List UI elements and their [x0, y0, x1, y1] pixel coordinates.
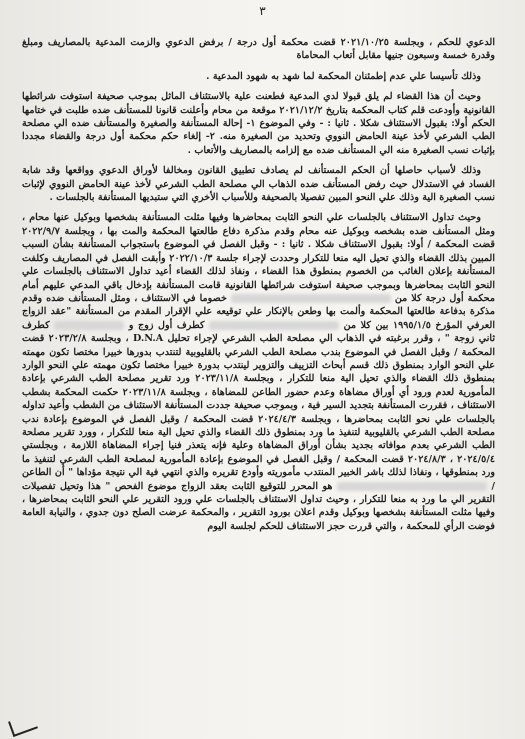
redacted-first-party: [209, 321, 339, 330]
signature-mark: [8, 713, 38, 737]
redacted-appellant: [337, 482, 487, 491]
document-body: [22, 36, 495, 540]
redacted-names: [231, 294, 391, 303]
redacted-second-party: [54, 321, 124, 330]
paragraph-5-text: وحيث تداول الاستئناف بالجلسات علي النحو الثابت بمحاضرها وفيها مثلت المستأنفة بشخصها وبوكيل عنها محام ، ومثل المستأنف ضده بشخصه وبوكيل عنه محام وقدم مذكرة دفاع طالعتها المحكمة والمت بها ، وبجلسة ٢٠٢٢/٩/٧ قضت المحكمة / أولا: بقبول الاستئناف شكلا . ثانيا : - وقبل الفصل في الموضوع باستجواب المستأنفة بشأن السبب المبين بذلك القضاء والذي تحيل اليه منعا للتكرار وحددت لإجراء جلسة ٢٠٢٢/١٠/٣ وأبقت الفصل في المصاريف وكلفت المستأنفة بإعلان الغائب من الخصوم بمنطوق هذا القضاء ، ونفاذ لذلك القضاء أعيد تداول الاستئناف بالجلسات علي النحو الثابت بمحاضرها وبموجب صحيفة استوفت شرائطها القانونية قامت المستأنفة بإدخال باقي المدعي عليهم أمام محكمة أول درجة كلا من: [22, 212, 495, 304]
paragraph-5b-text: خصوما في الاستئناف ، ومثل المستأنف ضده وقدم مذكرة بدفاعة طالعتها المحكمة وألمت بها وطعن بالإنكار علي توقيعه علي الإقرار المقدم من المستأنفة "عقد الزواج العرفي المؤرخ ١٩٩٥/١/٥ بين كلا من: [22, 292, 495, 331]
paragraph-2: وذلك تأسيسا علي عدم إطمئنان المحكمة لما شهد به شهود المدعية .: [206, 70, 481, 82]
paragraph-5d-text: كطرف ثاني زوجة " ، وقرر برغبته في الذهاب الي مصلحة الطب الشرعي لإجراء تحليل D.N.A ، وبجلسة ٢٠٢٣/٢/٨ قضت المحكمة / وقبل الفصل في الموضوع بندب مصلحة الطب الشرعي بالقليوبية لتنتدب بدورها خبيرا مختصا تكون مهمته علي النحو الوارد بمنطوق ذلك قسم أبحاث التزييف والتزوير لينتدب بدورة خبيرا مختصا تكون مهمته علي النحو الوارد بمنطوق ذلك القضاء والذي تحيل الية منعا للتكرار ، وبجلسة ٢٠٢٣/١١/٨ ورد تقرير مصلحة الطب الشرعي بإعادة المأمورية لعدم ورود أي أوراق مضاهاة وعدم حضور الطاعن للمضاهاة ، وبجلسة ٢٠٢٣/١١/٨ حكمت المحكمة بشطب الاستئناف ، فقررت المستأنفة بتجديد السير فية ، وبموجب صحيفة جددت المستأنفة الاستئناف من الشطب وأعيد تداوله بالجلسات علي نحو الثابت بمحاضرها ، وبجلسة ٢٠٢٤/٤/٣ قضت المحكمة / وقبل الفصل في الموضوع بإعادة ندب مصلحة الطب الشرعي بالقليوبية لتنفيذ ما ورد بمنطوق ذلك القضاء والذي تحيل الية منعا للتكرار ، وورد تقرير مصلحة الطب الشرعي بعدم موافاته بجديد بشأن أوراق المضاهاة وعلية فإنه يتعذر فنيا إجراء المضاهاة اللازمة ، وبجلستي ٢٠٢٤/٥/٤ ، ٢٠٢٤/٨/٣ قضت المحكمة / وقبل الفصل في الموضوع بإعادة المأمورية لمصلحة الطب الشرعي لتنفيذ ما ورد بمنطوقها ، ونفاذا لذلك باشر الخبير المنتدب مأموريته وأودع تقريره والذي انتهي فية الي نتيجة مؤداها " أن الطاعن /: [22, 319, 496, 492]
page-number: ٣: [259, 4, 266, 18]
paragraph-3: وحيث أن هذا القضاء لم يلق قبولا لدي المدعية فطعنت علية بالاستئناف الماثل بموجب صحيفة استوفت شرائطها القانونية وأودعت قلم كتاب المحكمة بتاريخ ٢٠٢١/١٢/٢ موقعة من محام وأعلنت قانونا للمستأنف ضده طلبت في ختامها الحكم أولا: بقبول الاستئناف شكلا . ثانيا : - وفي الموضوع ١- إحالة المستأنفة والصغيرة والمستأنف ضده الي مصلحة الطب الشرعي لأخذ عينة الحامض النووي وتحديد من الصغيرة منه. ٢- إلغاء حكم محكمة أول درجة والقضاء مجددا بإثبات نسب الصغيرة منه الي المستأنف ضده مع إلزامه بالمصاريف والأتعاب .: [22, 91, 495, 156]
paragraph-5: [22, 211, 495, 533]
paragraph-1: الدعوي للحكم ، وبجلسة ٢٠٢١/١٠/٢٥ قضت محكمة أول درجة / برفض الدعوي والزمت المدعية بالمصاريف ومبلغ وقدرة خمسة وسبعون جنيها مقابل أتعاب المحاماة: [22, 37, 495, 62]
paragraph-4: وذلك لأسباب حاصلها أن الحكم المستأنف لم يصادف تطبيق القانون ومخالفا لأوراق الدعوي وواقعها وقد شابة الفساد في الاستدلال حيث رفض المستأنف ضده الذهاب الي مصلحة الطب الشرعي لأخذ عينة الحامض النووي لإثبات نسب الصغيرة الية وذلك علي النحو المبين تفصيلا بالصحيفة وللأسباب الأخري التي ستبديها المستأنفة بالجلسات .: [22, 165, 495, 204]
paragraph-5c-text: كطرف أول زوج و: [128, 319, 205, 331]
paragraph-5e-text: هو المحرر للتوقيع الثابت بعقد الزواج موضوع الفحص " هذا وتحيل تفصيلات التقرير الي ما ورد به منعا للتكرار ، وحيث تداول الاستئناف بالجلسات علي ورود التقرير علي النحو الثابت بمحاضرها ، وفيها مثلت المستأنفة بشخصها وبوكيل وقدم اعلان بورود التقرير ، والمحكمة عرضت الصلح دون جدوي ، والنيابة العامة فوضت الرأي للمحكمة ، والتي قررت حجز الاستئناف للحكم لجلسة اليوم: [22, 480, 495, 532]
